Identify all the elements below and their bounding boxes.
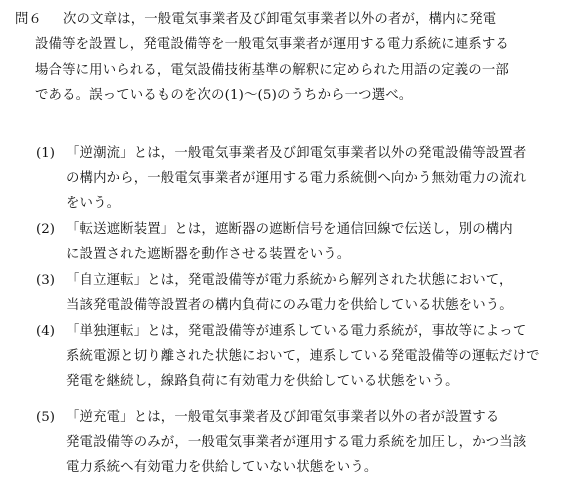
option-4-text-line: 「単独運転」とは，発電設備等が連系している電力系統が，事故等によって <box>66 324 527 339</box>
option-3-text-line: 当該発電設備等設置者の構内負荷にのみ電力を供給している状態をいう。 <box>66 298 513 313</box>
option-5-text-line: 電力系統へ有効電力を供給していない状態をいう。 <box>66 460 378 475</box>
option-4-number: (4) <box>36 324 55 339</box>
question-text-line: 場合等に用いられる，電気設備技術基準の解釈に定められた用語の定義の一部 <box>35 63 509 78</box>
option-1-text-line: の構内から，一般電気事業者が運用する電力系統側へ向かう無効電力の流れ <box>66 171 527 186</box>
option-5-text-line: 「逆充電」とは，一般電気事業者及び卸電気事業者以外の者が設置する <box>66 410 500 425</box>
option-3-number: (3) <box>36 273 55 288</box>
option-2-text-line: に設置された遮断器を動作させる装置をいう。 <box>66 247 351 262</box>
option-2-number: (2) <box>36 222 55 237</box>
option-5-text-line: 発電設備等のみが，一般電気事業者が運用する電力系統を加圧し，かつ当該 <box>66 435 527 450</box>
option-3-text-line: 「自立運転」とは，発電設備等が電力系統から解列された状態において， <box>66 273 513 288</box>
option-1-text-line: 「逆潮流」とは，一般電気事業者及び卸電気事業者以外の発電設備等設置者 <box>66 146 527 161</box>
option-1-number: (1) <box>36 146 55 161</box>
question-text-line: 設備等を設置し，発電設備等を一般電気事業者が運用する電力系統に連系する <box>35 37 509 52</box>
question-text-line: 次の文章は，一般電気事業者及び卸電気事業者以外の者が，構内に発電 <box>63 12 497 27</box>
option-1-text-line: をいう。 <box>66 196 121 211</box>
question-text-line: である。誤っているものを次の(1)～(5)のうちから一つ選べ。 <box>35 88 413 103</box>
option-5-number: (5) <box>36 410 55 425</box>
question-number: 問６ <box>15 12 42 27</box>
option-4-text-line: 系統電源と切り離された状態において，連系している発電設備等の運転だけで <box>66 349 540 364</box>
option-4-text-line: 発電を継続し，線路負荷に有効電力を供給している状態をいう。 <box>66 374 459 389</box>
option-2-text-line: 「転送遮断装置」とは，遮断器の遮断信号を通信回線で伝送し，別の構内 <box>66 222 513 237</box>
